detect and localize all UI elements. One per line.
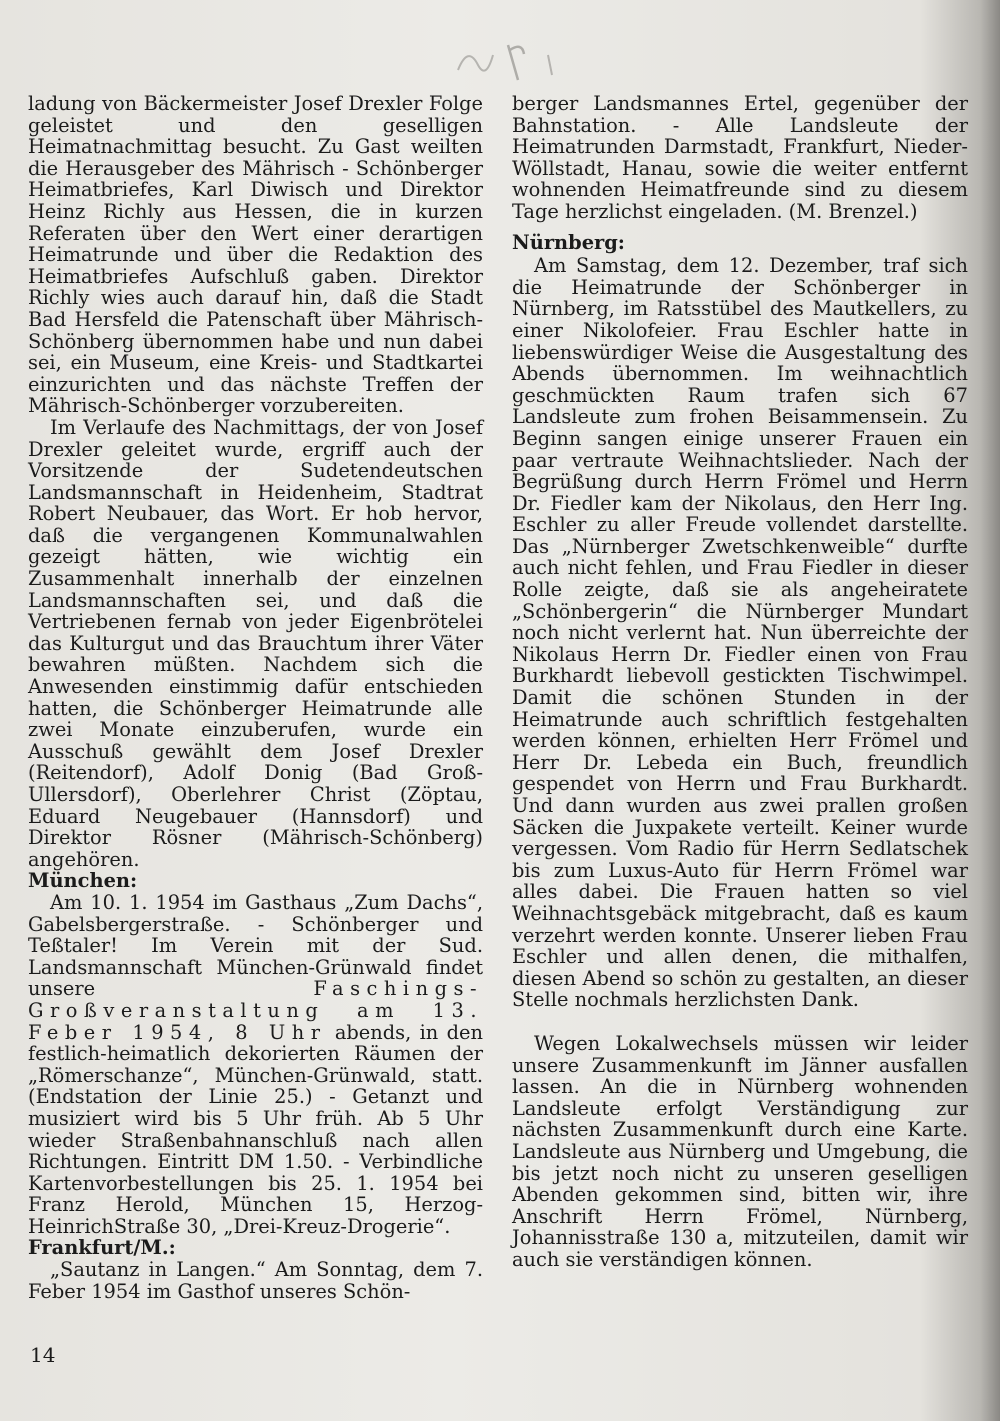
paragraph-nachmittag: Im Verlaufe des Nachmittags, der von Josef Drexler geleitet wurde, ergriff auch der Vorsitzende der Sudetendeutschen Landsmannschaft in Heidenheim, Stadtrat Robert Neubauer, das Wort. Er hob hervor, daß die vergangenen Kommunalwahlen gezeigt hätten, wie wichtig ein Zusammenhalt innerhalb der einzelnen Landsmannschaften sei, und daß die Vertriebenen fernab von jeder Eigenbrötelei das Kulturgut und das Brauchtum ihrer Väter bewahren müßten. Nachdem sich die Anwesenden einstimmig dafür entschieden hatten, die Schönberger Heimatrunde alle zwei Monate einzuberufen, wurde ein Ausschuß gewählt dem Josef Drexler (Reitendorf), Adolf Donig (Bad Groß-Ullersdorf), Oberlehrer Christ (Zöptau, Eduard Neugebauer (Hannsdorf) und Direktor Rösner (Mährisch-Schönberg) angehören.	[28, 415, 483, 871]
paragraph-frankfurt-continued: berger Landsmannes Ertel, gegenüber der Bahnstation. - Alle Landsleute der Heimatrunden Darmstadt, Frankfurt, Nieder-Wöllstadt, Hanau, sowie die weiter entfernt wohnenden Heimatfreunde sind zu diesem Tage herzlichst eingeladen. (M. Brenzel.)	[512, 92, 968, 223]
paragraph-nikolofeier: Am Samstag, dem 12. Dezember, traf sich die Heimatrunde der Schönberger in Nürnberg, im Ratsstübel des Mautkellers, zu einer Nikolofeier. Frau Eschler hatte in liebenswürdiger Weise die Ausgestaltung des Abends übernommen. Im weihnachtlich geschmückten Raum trafen sich 67 Landsleute zum frohen Beisammensein. Zu Beginn sangen einige unserer Frauen ein paar vertraute Weihnachtslieder. Nach der Begrüßung durch Herrn Frömel und Herrn Dr. Fiedler kam der Nikolaus, den Herr Ing. Eschler zu aller Freude vollendet darstellte. Das „Nürnberger Zwetschkenweible“ durfte auch nicht fehlen, und Frau Fiedler in dieser Rolle zeigte, daß sie als angeheiratete „Schönbergerin“ die Nürnberger Mundart noch nicht verlernt hat. Nun überreichte der Nikolaus Herrn Dr. Fiedler einen von Frau Burkhardt liebevoll gestickten Tischwimpel. Damit die schönen Stunden in der Heimatrunde auch schriftlich festgehalten werden können, erhielten Herr Frömel und Herr Dr. Lebeda ein Buch, freundlich gespendet von Herrn und Frau Burkhardt. Und dann wurden aus zwei prallen großen Säcken die Juxpakete verteilt. Keiner wurde vergessen. Vom Radio für Herrn Sedlatschek bis zum Luxus-Auto für Herrn Frömel war alles dabei. Die Frauen hatten so viel Weihnachtsgebäck mitgebracht, daß es kaum verzehrt werden konnte. Unserer lieben Frau Eschler und allen denen, die mithalfen, diesen Abend so schön zu gestalten, an dieser Stelle nochmals herzlichsten Dank.	[512, 254, 968, 1012]
left-column	[28, 93, 483, 1302]
muenchen-event-spaced: Faschings-Großveranstaltung am 13. Feber 1954, 8 Uhr	[28, 977, 483, 1044]
heading-muenchen: München:	[28, 869, 138, 893]
muenchen-text-start: Am 10. 1. 1954 im Gasthaus „Zum Dachs“, Gabelsbergerstraße. - Schönberger und Teßtaler! Im Verein mit der Sud. Landsmannschaft München-Grünwald findet unsere	[28, 890, 483, 1001]
heading-nuernberg: Nürnberg:	[512, 230, 625, 254]
muenchen-text-end: abends, in den festlich-heimatlich dekorierten Räumen der „Römerschanze“, München-Grünwald, statt. (Endstation der Linie 25.) - Getanzt und musiziert wird bis 5 Uhr früh. Ab 5 Uhr wieder Straßenbahnanschluß nach allen Richtungen. Eintritt DM 1.50. - Verbindliche Kartenvorbestellungen bis 25. 1. 1954 bei Franz Herold, München 15, Herzog-HeinrichStraße 30, „Drei-Kreuz-Drogerie“.	[28, 1020, 484, 1238]
paragraph-muenchen	[28, 892, 483, 1238]
paragraph-drexler-meeting: ladung von Bäckermeister Josef Drexler Folge geleistet und den geselligen Heimatnachmittag besucht. Zu Gast weilten die Herausgeber des Mährisch - Schönberger Heimatbriefes, Karl Diwisch und Direktor Heinz Richly aus Hessen, die in kurzen Referaten über den Wert einer derartigen Heimatrunde und über die Redaktion des Heimatbriefes Aufschluß gaben. Direktor Richly wies auch darauf hin, daß die Stadt Bad Hersfeld die Patenschaft über Mährisch-Schönberg übernommen habe und nun dabei sei, ein Museum, eine Kreis- und Stadtkartei einzurichten und das nächste Treffen der Mährisch-Schönberger vorzubereiten.	[28, 92, 483, 418]
handwritten-mark-icon	[438, 30, 568, 90]
paragraph-frankfurt: „Sautanz in Langen.“ Am Sonntag, dem 7. Feber 1954 im Gasthof unseres Schön-	[28, 1258, 483, 1303]
right-column	[512, 93, 968, 1270]
heading-frankfurt: Frankfurt/M.:	[28, 1236, 176, 1260]
page-number: 14	[30, 1343, 56, 1367]
paragraph-lokalwechsel: Wegen Lokalwechsels müssen wir leider unsere Zusammenkunft im Jänner ausfallen lassen. An die in Nürnberg wohnenden Landsleute erfolgt Verständigung zur nächsten Zusammenkunft durch eine Karte. Landsleute aus Nürnberg und Umgebung, die bis jetzt noch nicht zu unseren geselligen Abenden gekommen sind, bitten wir, ihre Anschrift Herrn Frömel, Nürnberg, Johannisstraße 130 a, mitzuteilen, damit wir auch sie verständigen können.	[512, 1031, 968, 1271]
